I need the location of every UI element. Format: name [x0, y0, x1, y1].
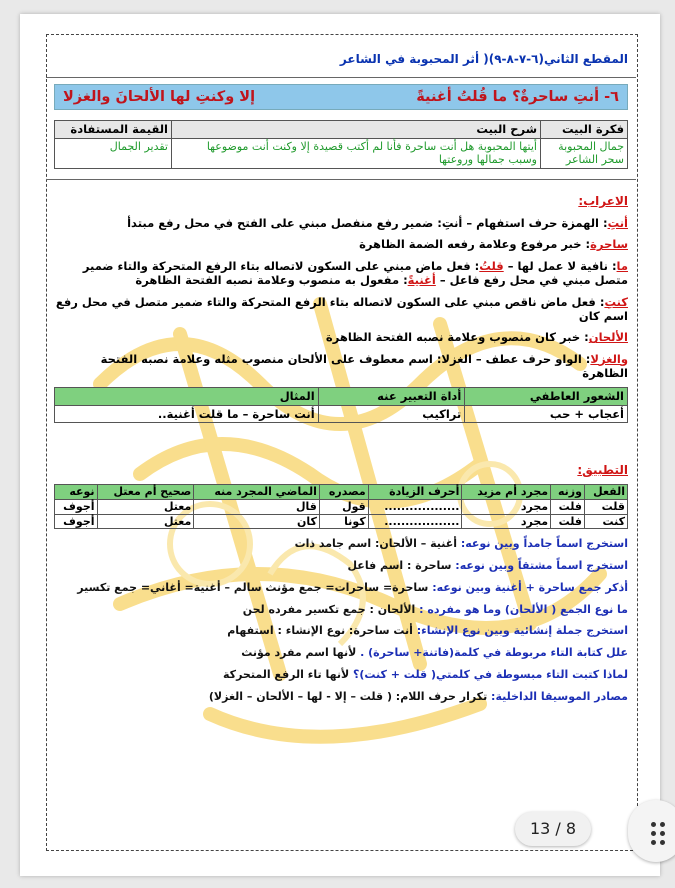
table-header: صحيح أم معتل [97, 485, 194, 500]
table-cell: أجوف [55, 499, 98, 514]
table-cell: قلت [584, 499, 627, 514]
table-row [55, 514, 628, 529]
table-header: الماضي المجرد منه [194, 485, 320, 500]
table-cell: قال [194, 499, 320, 514]
header-example: المثال [55, 388, 319, 405]
table-cell: مجرد [462, 499, 551, 514]
header-idea: فكرة البيت [541, 121, 628, 138]
parsing-line: كنتِ: فعل ماض ناقص مبني على السكون لاتصاله بتاء الرفع المتحركة والتاء ضمير متصل في محل رفع اسم كان [55, 294, 628, 323]
verse-banner [54, 84, 628, 110]
table-row [55, 499, 628, 514]
example-cell: أنت ساحرة – ما قلت أغنية.. [55, 405, 319, 422]
question-item: لماذا كتبت التاء مبسوطة في كلمتي( قلت + كنت)؟ لأنها تاء الرفع المتحركة [223, 667, 628, 681]
parsing-key: أغنيةً [407, 273, 436, 288]
table-cell: فلت [551, 514, 585, 529]
parsing-key: الألحان [588, 330, 628, 345]
tool-cell: تراكيب [318, 405, 465, 422]
table-header: مصدره [319, 485, 368, 500]
parsing-key: كنتِ [604, 294, 628, 309]
parsing-key: أنتِ [607, 216, 628, 230]
table-header: وزنه [551, 485, 585, 500]
header-tool: أداة التعبير عنه [318, 388, 465, 405]
section-title: المقطع الثاني(٦-٧-٨-٩)( أثر المحبوبة في الشاعر [339, 52, 628, 66]
divider [46, 77, 636, 78]
table-cell: أجوف [55, 514, 98, 529]
table-cell: .................. [368, 499, 462, 514]
parsing-key: قلتُ [479, 258, 504, 273]
table-cell: معتل [97, 514, 194, 529]
parsing-line: ساحرة: خبر مرفوع وعلامة رفعه الضمة الظاهرة [359, 237, 628, 252]
table-cell: كان [194, 514, 320, 529]
table-cell: قول [319, 499, 368, 514]
parsing-key: ساحرة [590, 237, 628, 252]
header-value: القيمة المستفادة [55, 121, 172, 138]
explanation-cell: أيتها المحبوبة هل أنت ساحرة فأنا لم أكتب قصيدة إلا وكنت أنت موضوعها وسبب جمالها وروعتها [172, 138, 541, 169]
parsing-heading: الاعراب: [578, 194, 628, 208]
parsing-line: الألحان: خبر كان منصوب وعلامة نصبه الفتحة الظاهرة [325, 330, 628, 345]
table-header: الفعل [584, 485, 627, 500]
grid-dots-icon [651, 822, 665, 845]
table-header: نوعه [55, 485, 98, 500]
parsing-key: والغزلا [590, 351, 628, 366]
table-cell: .................. [368, 514, 462, 529]
verse-idea-table [54, 120, 628, 169]
document-content [54, 40, 628, 711]
emotion-table [54, 387, 628, 423]
table-header: مجرد أم مزيد [462, 485, 551, 500]
table-cell: مجرد [462, 514, 551, 529]
header-explanation: شرح البيت [172, 121, 541, 138]
divider [46, 179, 636, 180]
table-cell: كونا [319, 514, 368, 529]
question-item: استخرج اسماً مشتقاً وبين نوعه: ساحرة : اسم فاعل [347, 559, 628, 573]
idea-cell: جمال المحبوبة سحر الشاعر [541, 138, 628, 169]
emotion-cell: أعجاب + حب [465, 405, 628, 422]
question-item: ما نوع الجمع ( الألحان) وما هو مفرده : الألحان : جمع تكسير مفرده لحن [242, 602, 628, 616]
verse-second-half: إلا وكنتِ لها الألحانَ والغزلا [63, 89, 256, 105]
question-item: استخرج جملة إنشائية وبين نوع الإنشاء: أنت ساحرة: نوع الإنشاء : استفهام [227, 624, 628, 638]
practice-heading: التطبيق: [577, 463, 628, 478]
document-page [20, 14, 660, 876]
question-item: مصادر الموسيقا الداخلية: تكرار حرف اللام: ( قلت – إلا - لها – الألحان – الغزلا) [208, 689, 628, 703]
value-cell: تقدير الجمال [55, 138, 172, 169]
page-indicator: 13 / 8 [515, 812, 591, 846]
header-emotion: الشعور العاطفي [465, 388, 628, 405]
parsing-key: ما [616, 258, 628, 273]
table-header: أحرف الزيادة [368, 485, 462, 500]
table-cell: فلت [551, 499, 585, 514]
table-cell: معتل [97, 499, 194, 514]
verse-first-half: ٦- أنتِ ساحرةٌ؟ ما قُلتُ أغنيةً [416, 89, 619, 105]
question-item: أذكر جمع ساحرة + أغنية وبين نوعه: ساحرة= ساحرات= جمع مؤنث سالم – أغنية= أغاني= جمع تكسير [77, 580, 628, 594]
question-item: استخرج اسماً جامداً وبين نوعه: أغنية – الألحان: اسم جامد ذات [294, 537, 628, 551]
parsing-line: ما: نافية لا عمل لها – قلتُ: فعل ماض مبني على السكون لاتصاله بتاء الرفع المتحركة والتاء ضمير متصل مبني في محل رفع فاعل – أغنيةً: مفعول به منصوب وعلامة نصبه الفتحة الظاهرة [82, 258, 628, 288]
parsing-line: أنتِ: الهمزة حرف استفهام – أنتِ: ضمير رفع منفصل مبني على الفتح في محل رفع مبتدأ [127, 216, 628, 230]
question-item: علل كتابة التاء مربوطة في كلمة(فاتنة+ ساحرة) . لأنها اسم مفرد مؤنث [241, 646, 628, 660]
parsing-line: والغزلا: الواو حرف عطف – الغزلا: اسم معطوف على الألحان منصوب مثله وعلامة نصبه الفتحة الظاهرة [100, 351, 628, 380]
verb-table [54, 484, 628, 529]
table-cell: كنت [584, 514, 627, 529]
